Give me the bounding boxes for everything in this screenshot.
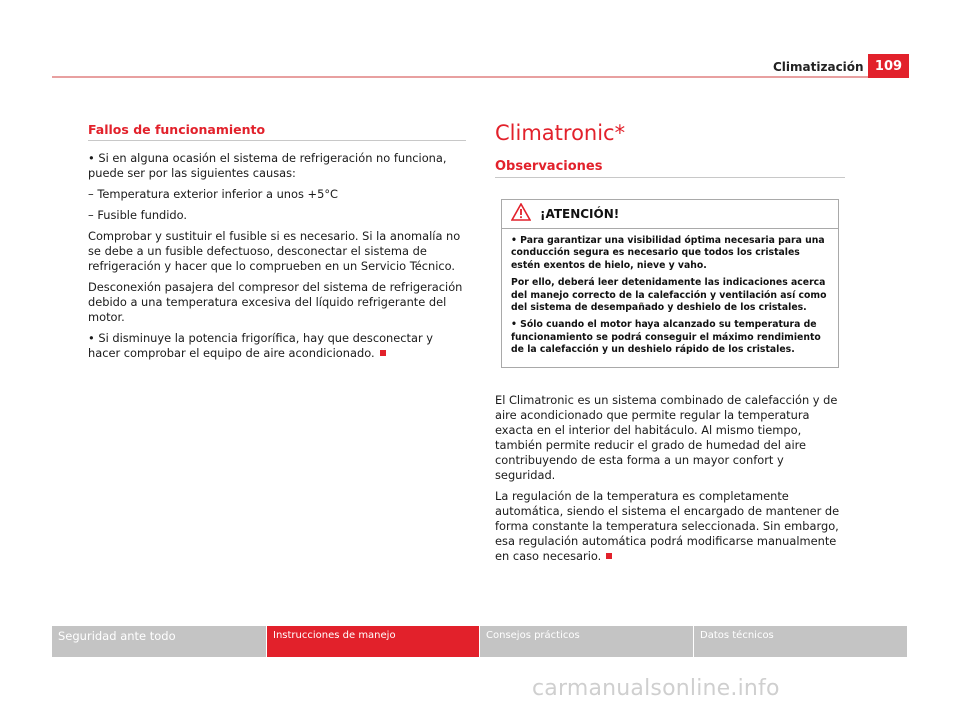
header-rule	[52, 76, 909, 78]
tab-instrucciones[interactable]: Instrucciones de manejo	[266, 626, 479, 657]
paragraph: El Climatronic es un sistema combinado de calefacción y de aire acondicionado que permite regular la temperatura exacta en el interior del habitáculo. Al mismo tiempo, también permite reducir el grado de humedad del aire contribuyendo de esta forma a un mayor confort y seguridad.	[495, 392, 838, 482]
end-of-section-icon	[380, 350, 386, 356]
warning-header	[502, 200, 838, 229]
right-column	[495, 120, 845, 570]
paragraph: Comprobar y sustituir el fusible si es necesario. Si la anomalía no se debe a un fusible defectuoso, desconectar el sistema de refrigeración y hacer que lo comprueben en un Servicio Técnico.	[88, 229, 461, 273]
section-heading-fallos: Fallos de funcionamiento	[88, 122, 466, 141]
list-item: – Temperatura exterior inferior a unos +5°C	[88, 187, 338, 201]
tab-datos[interactable]: Datos técnicos	[693, 626, 907, 657]
warning-box	[501, 199, 839, 368]
tab-consejos[interactable]: Consejos prácticos	[479, 626, 693, 657]
warning-paragraph: • Sólo cuando el motor haya alcanzado su temperatura de funcionamiento se podrá conseguir el máximo rendimiento de la calefacción y un deshielo rápido de los cristales.	[511, 319, 821, 356]
warning-paragraph: • Para garantizar una visibilidad óptima necesaria para una conducción segura es necesario que todos los cristales estén exentos de hielo, nieve y vaho.	[511, 235, 825, 271]
paragraph	[495, 489, 845, 564]
paragraph: • Si en alguna ocasión el sistema de refrigeración no funciona, puede ser por las siguientes causas:	[88, 151, 447, 180]
paragraph	[88, 331, 466, 361]
end-of-section-icon	[606, 553, 612, 559]
chapter-title: Climatización	[773, 60, 864, 74]
tab-seguridad[interactable]: Seguridad ante todo	[52, 626, 266, 657]
page-number: 109	[868, 54, 909, 78]
paragraph: Desconexión pasajera del compresor del sistema de refrigeración debido a una temperatura excesiva del líquido refrigerante del motor.	[88, 280, 463, 324]
paragraph-text: • Si disminuye la potencia frigorífica, hay que desconectar y hacer comprobar el equipo de aire acondicionado.	[88, 331, 434, 360]
warning-paragraph: Por ello, deberá leer detenidamente las indicaciones acerca del manejo correcto de la calefacción y ventilación así como del sistema de desempañado y deshielo de los cristales.	[511, 277, 827, 314]
section-title-climatronic: Climatronic*	[495, 121, 626, 145]
footer-tabs	[52, 626, 909, 657]
paragraph-text: La regulación de la temperatura es completamente automática, siendo el sistema el encargado de mantener de forma constante la temperatura seleccionada. Sin embargo, esa regulación automática podrá modificarse manualmente en caso necesario.	[495, 488, 840, 563]
warning-body	[502, 229, 838, 367]
left-column	[88, 122, 466, 367]
watermark: carmanualsonline.info	[532, 676, 780, 701]
warning-title: ¡ATENCIÓN!	[540, 207, 620, 221]
subsection-heading-observaciones: Observaciones	[495, 159, 845, 178]
list-item: – Fusible fundido.	[88, 208, 188, 222]
warning-triangle-icon	[511, 203, 531, 225]
